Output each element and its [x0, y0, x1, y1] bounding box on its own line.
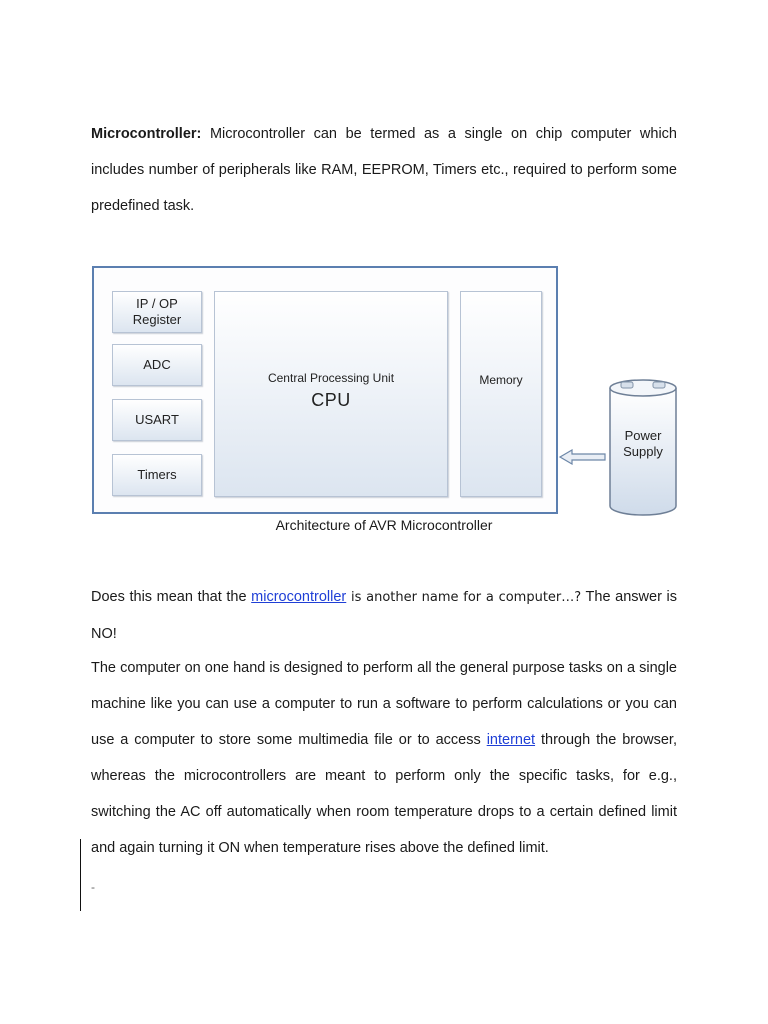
power-line1: Power — [624, 428, 662, 443]
intro-paragraph — [91, 116, 677, 224]
cpu-main-label: CPU — [311, 390, 351, 410]
cpu-sub-label: Central Processing Unit — [267, 371, 395, 385]
power-line2: Supply — [623, 444, 663, 459]
timers-block — [112, 454, 202, 496]
usart-label: USART — [135, 412, 179, 427]
footer-dash: - — [91, 880, 95, 894]
question-pre: Does this mean that the — [91, 589, 252, 605]
internet-link[interactable]: internet — [486, 732, 536, 748]
intro-text: Microcontroller can be termed as a single on chip computer which includes number of peripherals like RAM, EEPROM, Timers etc., required to perform some predefined task. — [91, 126, 677, 214]
explanation-paragraph — [91, 650, 677, 866]
io-register-line2: Register — [132, 312, 182, 327]
io-register-line1: IP / OP — [136, 296, 178, 311]
io-register-block — [112, 291, 202, 333]
memory-block — [460, 291, 542, 497]
power-supply-block — [608, 378, 678, 518]
question-post: The answer is NO! — [91, 589, 678, 642]
microcontroller-frame — [92, 266, 558, 514]
cpu-block — [214, 291, 448, 497]
diagram-caption: Architecture of AVR Microcontroller — [275, 517, 493, 533]
adc-block — [112, 344, 202, 386]
power-arrow-icon — [558, 449, 608, 465]
power-supply-label — [608, 428, 678, 460]
margin-change-bar — [80, 839, 81, 911]
usart-block — [112, 399, 202, 441]
memory-label: Memory — [479, 373, 523, 387]
timers-label: Timers — [137, 467, 177, 482]
term-heading: Microcontroller: — [91, 126, 202, 142]
question-mid: is another name for a computer…? — [346, 590, 582, 605]
explanation-post: through the browser, whereas the microcontrollers are meant to perform only the specific tasks, for e.g., switching the AC off automatically when room temperature drops to a certain defined limit and again turning it ON when temperature rises above the defined limit. — [91, 732, 677, 856]
microcontroller-link[interactable]: microcontroller — [251, 589, 347, 605]
avr-architecture-diagram — [92, 266, 682, 518]
explanation-pre: The computer on one hand is designed to perform all the general purpose tasks on a single machine like you can use a computer to run a software to perform calculations or you can use a computer to store some multimedia file or to access — [91, 660, 677, 748]
adc-label: ADC — [143, 357, 171, 372]
question-paragraph — [91, 579, 677, 652]
